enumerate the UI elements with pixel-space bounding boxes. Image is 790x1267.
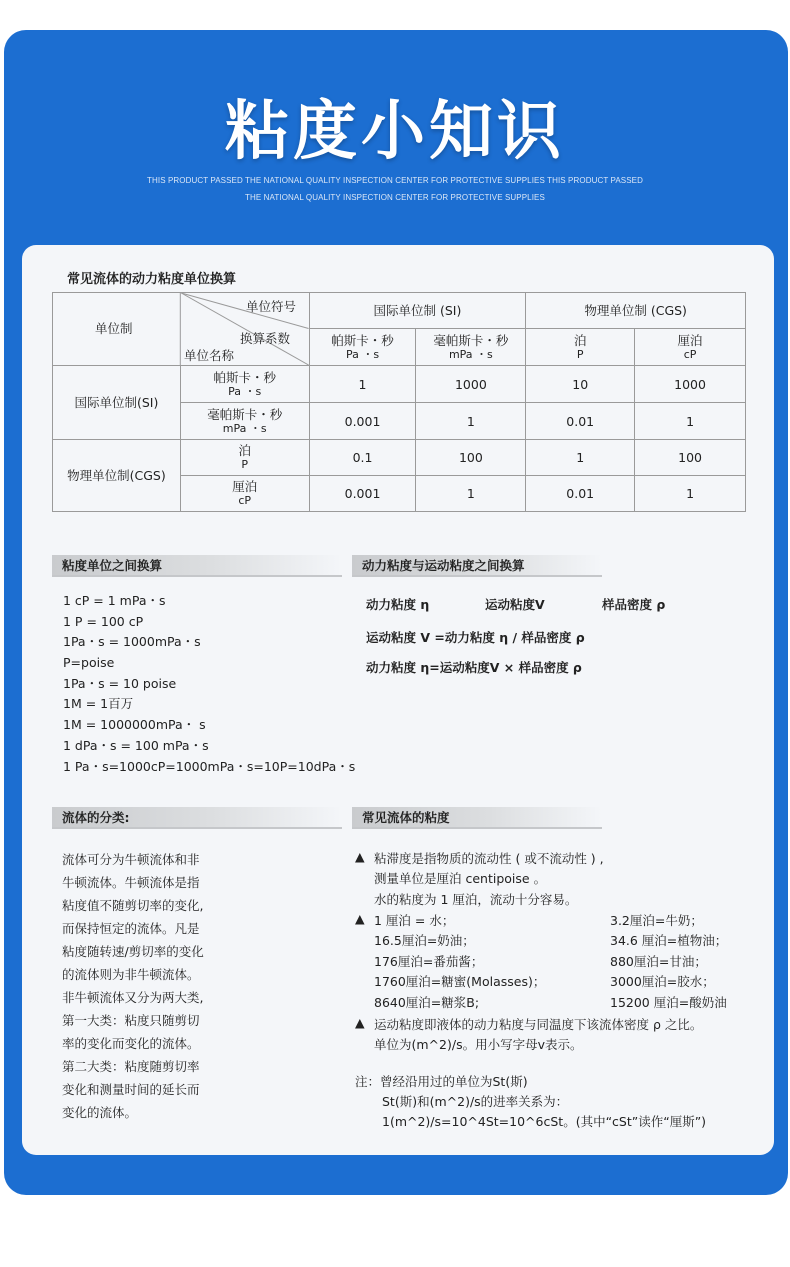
text-line: 变化和测量时间的延长而 (62, 1082, 200, 1097)
text-line: 单位为(m^2)/s。用小写字母v表示。 (374, 1037, 583, 1052)
unit-conversion-heading: 粘度单位之间换算 (52, 555, 342, 577)
list-item: 1Pa・s = 10 poise (63, 675, 177, 691)
term-sample-density: 样品密度 ρ (602, 597, 666, 612)
fluid-classification-heading: 流体的分类: (52, 807, 342, 829)
list-item: 1M = 1000000mPa・ s (63, 717, 206, 733)
conversion-factor-label: 换算系数 (240, 331, 291, 346)
example-item: 8640厘泊=糖浆B; (374, 995, 480, 1010)
formula-dynamic: 动力粘度 η=运动粘度V × 样品密度 ρ (366, 660, 582, 675)
example-item: 3.2厘泊=牛奶； (610, 913, 703, 928)
text-line: 第二大类：粘度随剪切率 (62, 1059, 200, 1074)
text-line: 第一大类：粘度只随剪切 (62, 1013, 200, 1028)
si-header: 国际单位制 (SI) (309, 293, 526, 329)
table-header-row (53, 293, 746, 329)
dynamic-kinematic-heading: 动力粘度与运动粘度之间换算 (352, 555, 602, 577)
col-unit-mpa-s: 毫帕斯卡・秒 mPa ・s (416, 329, 526, 366)
value-cell: 1 (635, 476, 746, 512)
text-line: 变化的流体。 (62, 1105, 138, 1120)
example-item: 15200 厘泊=酸奶油 (610, 995, 727, 1010)
example-item: 880厘泊=甘油； (610, 954, 707, 969)
example-item: 176厘泊=番茄酱； (374, 954, 484, 969)
triangle-bullet-icon: ▲ (355, 911, 365, 926)
term-dynamic-viscosity: 动力粘度 η (366, 597, 430, 612)
common-viscosity-heading: 常见流体的粘度 (352, 807, 602, 829)
unit-conversion-table (52, 292, 746, 512)
list-item: 1M = 1百万 (63, 696, 134, 712)
col-unit-p: 泊 P (526, 329, 635, 366)
value-cell: 0.001 (309, 476, 416, 512)
col-unit-cp: 厘泊 cP (635, 329, 746, 366)
formula-kinematic: 运动粘度 V =动力粘度 η / 样品密度 ρ (366, 630, 585, 645)
value-cell: 0.1 (309, 440, 416, 476)
col-unit-pa-s: 帕斯卡・秒 Pa ・s (309, 329, 416, 366)
cgs-header: 物理单位制 (CGS) (526, 293, 746, 329)
text-line: 粘度值不随剪切率的变化, (62, 898, 204, 913)
value-cell: 1 (416, 403, 526, 440)
banner-subtitle-line-1: THIS PRODUCT PASSED THE NATIONAL QUALITY INSPECTION CENTER FOR PROTECTIVE SUPPLIES THIS PRODUCT PASSED (147, 176, 643, 185)
example-item: 3000厘泊=胶水； (610, 974, 715, 989)
text-line: 运动粘度即液体的动力粘度与同温度下该流体密度 ρ 之比。 (374, 1017, 703, 1032)
list-item: P=poise (63, 655, 115, 671)
note-line: 1(m^2)/s=10^4St=10^6cSt。(其中“cSt”读作“厘斯”) (382, 1114, 707, 1129)
list-item: 1 dPa・s = 100 mPa・s (63, 737, 209, 753)
unit-conversion-list (63, 591, 355, 777)
value-cell: 1 (635, 403, 746, 440)
unit-symbol-label: 单位符号 (246, 299, 297, 314)
value-cell: 0.001 (309, 403, 416, 440)
text-line: 牛顿流体。牛顿流体是指 (62, 875, 200, 890)
value-cell: 1 (526, 440, 635, 476)
text-line: 粘度随转速/剪切率的变化 (62, 944, 204, 959)
value-cell: 100 (635, 440, 746, 476)
note-line: St(斯)和(m^2)/s的进率关系为： (382, 1094, 569, 1109)
list-item: 1 cP = 1 mPa・s (63, 593, 166, 608)
list-item: 1 P = 100 cP (63, 613, 144, 629)
text-line: 水的粘度为 1 厘泊，流动十分容易。 (374, 892, 578, 907)
text-line: 而保持恒定的流体。凡是 (62, 921, 200, 936)
row-unit-cell: 帕斯卡・秒 Pa ・s (180, 366, 309, 403)
page-title: 粘度小知识 (225, 95, 565, 169)
text-line: 率的变化而变化的流体。 (62, 1036, 200, 1051)
unit-name-label: 单位名称 (184, 348, 235, 363)
list-item: 1 Pa・s=1000cP=1000mPa・s=10P=10dPa・s (63, 758, 356, 774)
si-system-cell: 国际单位制(SI) (53, 366, 181, 440)
value-cell: 1 (309, 366, 416, 403)
banner-subtitle-line-2: THE NATIONAL QUALITY INSPECTION CENTER FOR PROTECTIVE SUPPLIES (245, 193, 545, 202)
value-cell: 0.01 (526, 403, 635, 440)
text-line: 粘滞度是指物质的流动性 ( 或不流动性 ) , (374, 851, 604, 866)
value-cell: 0.01 (526, 476, 635, 512)
value-cell: 1000 (416, 366, 526, 403)
example-item: 1760厘泊=糖蜜(Molasses)； (374, 974, 546, 989)
text-line: 流体可分为牛顿流体和非 (62, 852, 200, 867)
value-cell: 10 (526, 366, 635, 403)
text-line: 的流体则为非牛顿流体。 (62, 967, 200, 982)
list-item: 1Pa・s = 1000mPa・s (63, 634, 201, 650)
value-cell: 100 (416, 440, 526, 476)
fluid-classification-text (62, 848, 204, 1124)
cgs-system-cell: 物理单位制(CGS) (53, 440, 181, 512)
triangle-bullet-icon: ▲ (355, 1015, 365, 1030)
table-row (53, 366, 746, 403)
row-unit-cell: 毫帕斯卡・秒 mPa ・s (180, 403, 309, 440)
row-unit-cell: 厘泊 cP (180, 476, 309, 512)
term-kinematic-viscosity: 运动粘度V (485, 597, 545, 612)
value-cell: 1 (416, 476, 526, 512)
example-item: 34.6 厘泊=植物油； (610, 933, 728, 948)
table-row (53, 440, 746, 476)
row-unit-cell: 泊 P (180, 440, 309, 476)
triangle-bullet-icon: ▲ (355, 849, 365, 864)
unit-system-label: 单位制 (95, 321, 133, 336)
table-corner-cell (53, 293, 310, 366)
example-item: 16.5厘泊=奶油； (374, 933, 475, 948)
text-line: 非牛顿流体又分为两大类, (62, 990, 204, 1005)
value-cell: 1000 (635, 366, 746, 403)
text-line: 测量单位是厘泊 centipoise 。 (374, 871, 547, 886)
unit-table-heading: 常见流体的动力粘度单位换算 (67, 272, 237, 287)
example-item: 1 厘泊 = 水； (374, 913, 455, 928)
note-line: 注：曾经沿用过的单位为St(斯) (355, 1074, 528, 1089)
